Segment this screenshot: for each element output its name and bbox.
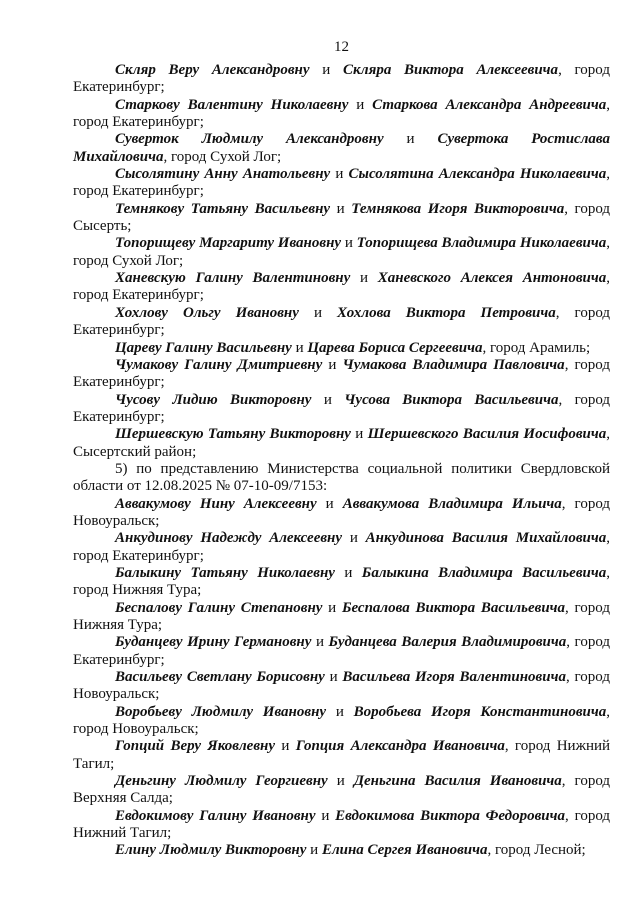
couple-entry: Чумакову Галину Дмитриевну и Чумакова Владимира Павловича, город Екатеринбург; [73,356,611,391]
wife-name: Чусову Лидию Викторовну [115,391,312,408]
couple-entry: Хохлову Ольгу Ивановну и Хохлова Виктора Петровича, город Екатеринбург; [73,304,611,339]
couple-entry: Елину Людмилу Викторовну и Елина Сергея Ивановича, город Лесной; [115,842,586,859]
wife-name: Буданцеву Ирину Германовну [115,634,312,651]
conjunction: и [406,131,415,148]
place: город Новоуральск; [73,721,199,738]
place: город Екатеринбург; [73,114,204,131]
wife-name: Беспалову Галину Степановну [115,599,323,616]
wife-name: Цареву Галину Васильевну [115,339,292,356]
place: город Екатеринбург; [73,287,204,304]
award-list-part-2 [73,496,610,860]
husband-name: Царева Бориса Сергеевича [307,339,483,356]
place: город Верхняя Салда; [73,773,611,807]
place: город Сухой Лог; [73,252,184,269]
husband-name: Беспалова Виктора Васильевича [341,599,566,616]
conjunction: и [315,634,324,651]
place: город Новоуральск; [73,495,611,529]
place: город Екатеринбург; [73,304,611,339]
section-heading: 5) по представлению Министерства социальной политики Свердловской области от 12.08.2025 № 07-10-09/7153: [73,460,610,495]
place: город Сысерть; [73,200,611,235]
couple-entry: Скляр Веру Александровну и Скляра Виктора Алексеевича, город Екатеринбург; [73,62,611,96]
place: город Екатеринбург; [73,391,611,425]
couple-entry: Чусову Лидию Викторовну и Чусова Виктора Васильевича, город Екатеринбург; [73,391,611,425]
place: город Екатеринбург; [73,547,204,564]
wife-name: Елину Людмилу Викторовну [115,842,307,859]
place: город Новоуральск; [73,669,610,703]
conjunction: и [336,773,345,790]
conjunction: и [335,166,344,183]
couple-entry: Сысолятину Анну Анатольевну и Сысолятина Александра Николаевича, город Екатеринбург; [73,166,611,200]
wife-name: Анкудинову Надежду Алексеевну [115,530,343,547]
conjunction: и [344,564,353,581]
couple-entry: Ханевскую Галину Валентиновну и Ханевского Алексея Антоновича, город Екатеринбург; [73,270,610,304]
couple-entry: Анкудинову Надежду Алексеевну и Анкудинова Василия Михайловича, город Екатеринбург; [73,530,610,564]
place: Сысертский район; [73,443,197,460]
husband-name: Гопция Александра Ивановича [295,738,505,755]
wife-name: Темнякову Татьяну Васильевну [115,200,331,217]
conjunction: и [281,738,290,755]
couple-entry: Аввакумову Нину Алексеевну и Аввакумова Владимира Ильича, город Новоуральск; [73,495,611,529]
wife-name: Сысолятину Анну Анатольевну [115,166,331,183]
couple-entry: Гопций Веру Яковлевну и Гопция Александра Ивановича, город Нижний Тагил; [73,738,611,772]
husband-name: Старкова Александра Андреевича [372,96,607,113]
husband-name: Скляра Виктора Алексеевича [342,62,559,78]
conjunction: и [360,270,369,287]
wife-name: Хохлову Ольгу Ивановну [115,304,299,321]
wife-name: Шершевскую Татьяну Викторовну [115,426,351,443]
wife-name: Гопций Веру Яковлевну [115,738,276,755]
wife-name: Топорищеву Маргариту Ивановну [115,235,342,252]
husband-name: Хохлова Виктора Петровича [337,304,556,321]
place: город Арамиль; [489,339,591,356]
place: город Сухой Лог; [170,148,282,165]
place: город Нижний Тагил; [73,738,611,772]
couple-entry: Суверток Людмилу Александровну и Сувертока Ростислава Михайловича, город Сухой Лог; [73,131,610,165]
place: город Екатеринбург; [73,356,611,391]
husband-name: Топорищева Владимира Николаевича [356,235,607,252]
conjunction: и [329,669,338,686]
couple-entry: Васильеву Светлану Борисовну и Васильева Игоря Валентиновича, город Новоуральск; [73,669,610,703]
husband-name: Темнякова Игоря Викторовича [351,200,565,217]
husband-name: Буданцева Валерия Владимировича [328,634,567,651]
place: город Нижний Тагил; [73,807,611,842]
wife-name: Балыкину Татьяну Николаевну [115,564,335,581]
wife-name: Аввакумову Нину Алексеевну [115,495,317,512]
husband-name: Чумакова Владимира Павловича [342,356,565,373]
conjunction: и [325,495,334,512]
couple-entry: Евдокимову Галину Ивановну и Евдокимова Виктора Федоровича, город Нижний Тагил; [73,807,611,842]
wife-name: Васильеву Светлану Борисовну [115,669,325,686]
conjunction: и [322,62,331,78]
conjunction: и [328,599,337,616]
husband-name: Анкудинова Василия Михайловича [365,530,607,547]
conjunction: и [295,339,304,356]
conjunction: и [356,96,365,113]
conjunction: и [349,530,358,547]
document-page [73,36,610,860]
couple-entry: Деньгину Людмилу Георгиевну и Деньгина Василия Ивановича, город Верхняя Салда; [73,773,611,807]
place: город Екатеринбург; [73,634,611,668]
couple-entry: Цареву Галину Васильевну и Царева Бориса Сергеевича, город Арамиль; [115,339,591,356]
conjunction: и [335,703,344,720]
conjunction: и [344,235,353,252]
couple-entry: Старкову Валентину Николаевну и Старкова Александра Андреевича, город Екатеринбург; [73,96,611,131]
wife-name: Суверток Людмилу Александровну [115,131,384,148]
husband-name: Васильева Игоря Валентиновича [342,669,566,686]
husband-name: Шершевского Василия Иосифовича [367,426,607,443]
husband-name: Сысолятина Александра Николаевича [348,166,607,183]
husband-name: Балыкина Владимира Васильевича [361,564,607,581]
conjunction: и [336,200,345,217]
conjunction: и [355,426,364,443]
husband-name: Сувертока Ростислава Михайловича [73,131,610,165]
husband-name: Ханевского Алексея Антоновича [377,270,607,287]
conjunction: и [323,391,332,408]
conjunction: и [310,842,319,859]
conjunction: и [321,807,330,824]
couple-entry: Шершевскую Татьяну Викторовну и Шершевского Василия Иосифовича, Сысертский район; [73,426,610,460]
wife-name: Старкову Валентину Николаевну [115,96,349,113]
place: город Екатеринбург; [73,62,611,96]
place: город Екатеринбург; [73,183,204,200]
couple-entry: Буданцеву Ирину Германовну и Буданцева Валерия Владимировича, город Екатеринбург; [73,634,611,668]
wife-name: Ханевскую Галину Валентиновну [115,270,351,287]
husband-name: Деньгина Василия Ивановича [353,773,562,790]
wife-name: Евдокимову Галину Ивановну [115,807,316,824]
place: город Нижняя Тура; [73,582,202,599]
wife-name: Чумакову Галину Дмитриевну [115,356,323,373]
place: город Лесной; [495,842,586,859]
page-number: 12 [334,39,349,55]
couple-entry: Воробьеву Людмилу Ивановну и Воробьева Игоря Константиновича, город Новоуральск; [73,703,611,738]
husband-name: Чусова Виктора Васильевича [344,391,559,408]
husband-name: Воробьева Игоря Константиновича [353,703,607,720]
wife-name: Воробьеву Людмилу Ивановну [115,703,327,720]
husband-name: Аввакумова Владимира Ильича [342,495,562,512]
place: город Нижняя Тура; [73,599,611,633]
wife-name: Деньгину Людмилу Георгиевну [115,773,328,790]
husband-name: Евдокимова Виктора Федоровича [335,807,566,824]
couple-entry: Темнякову Татьяну Васильевну и Темнякова Игоря Викторовича, город Сысерть; [73,200,611,235]
conjunction: и [328,356,337,373]
couple-entry: Топорищеву Маргариту Ивановну и Топорищева Владимира Николаевича, город Сухой Лог; [73,235,611,269]
couple-entry: Балыкину Татьяну Николаевну и Балыкина Владимира Васильевича, город Нижняя Тура; [73,564,610,599]
award-list-part-1 [73,62,610,461]
wife-name: Скляр Веру Александровну [115,62,310,78]
husband-name: Елина Сергея Ивановича [321,842,488,859]
couple-entry: Беспалову Галину Степановну и Беспалова Виктора Васильевича, город Нижняя Тура; [73,599,611,633]
conjunction: и [313,304,322,321]
